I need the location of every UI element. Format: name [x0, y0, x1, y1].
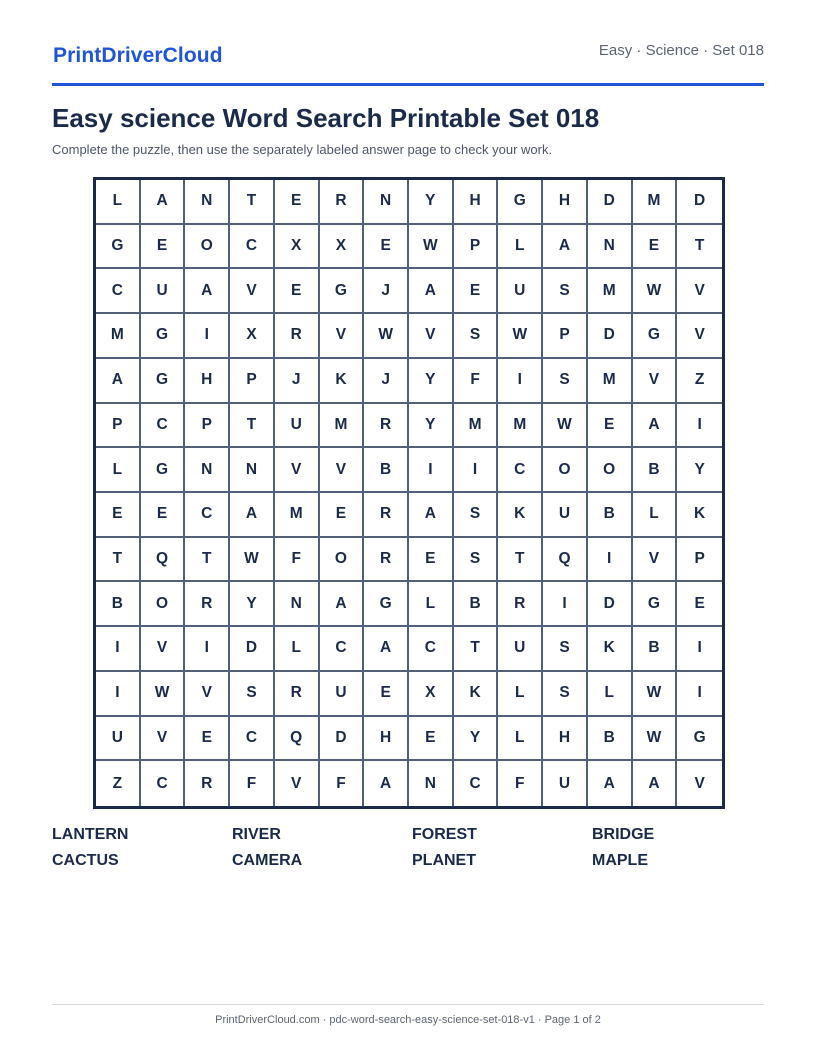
grid-cell: V: [141, 717, 186, 762]
grid-cell: B: [633, 448, 678, 493]
grid-cell: D: [588, 314, 633, 359]
grid-cell: A: [588, 761, 633, 806]
grid-cell: G: [633, 314, 678, 359]
grid-cell: B: [364, 448, 409, 493]
grid-cell: R: [364, 538, 409, 583]
grid-cell: X: [409, 672, 454, 717]
grid-cell: A: [185, 269, 230, 314]
grid-cell: M: [320, 404, 365, 449]
grid-cell: N: [275, 582, 320, 627]
grid-cell: S: [230, 672, 275, 717]
grid-cell: I: [677, 672, 722, 717]
grid-cell: P: [454, 225, 499, 270]
grid-cell: W: [498, 314, 543, 359]
grid-cell: Y: [409, 404, 454, 449]
grid-cell: O: [141, 582, 186, 627]
grid-cell: W: [230, 538, 275, 583]
grid-cell: T: [677, 225, 722, 270]
grid-cell: V: [320, 314, 365, 359]
grid-cell: T: [454, 627, 499, 672]
grid-cell: P: [543, 314, 588, 359]
grid-cell: A: [364, 627, 409, 672]
grid-cell: Y: [409, 359, 454, 404]
word-list-item: FOREST: [412, 826, 477, 843]
grid-cell: F: [230, 761, 275, 806]
grid-cell: M: [588, 359, 633, 404]
grid-cell: V: [185, 672, 230, 717]
grid-cell: H: [543, 717, 588, 762]
grid-cell: K: [677, 493, 722, 538]
grid-cell: J: [275, 359, 320, 404]
word-search-grid: [93, 177, 725, 809]
grid-cell: M: [633, 180, 678, 225]
grid-cell: Z: [677, 359, 722, 404]
grid-cell: C: [230, 717, 275, 762]
grid-cell: L: [409, 582, 454, 627]
grid-cell: Y: [677, 448, 722, 493]
grid-cell: R: [320, 180, 365, 225]
grid-cell: J: [364, 359, 409, 404]
grid-cell: S: [543, 672, 588, 717]
grid-cell: I: [498, 359, 543, 404]
grid-cell: R: [185, 582, 230, 627]
grid-cell: U: [96, 717, 141, 762]
grid-cell: L: [275, 627, 320, 672]
grid-cell: E: [96, 493, 141, 538]
grid-cell: W: [409, 225, 454, 270]
grid-cell: I: [96, 627, 141, 672]
grid-cell: E: [677, 582, 722, 627]
grid-cell: A: [141, 180, 186, 225]
grid-cell: V: [275, 448, 320, 493]
grid-cell: T: [230, 404, 275, 449]
word-list-item: BRIDGE: [592, 826, 655, 843]
grid-cell: E: [275, 180, 320, 225]
grid-cell: L: [588, 672, 633, 717]
grid-cell: R: [185, 761, 230, 806]
grid-cell: E: [364, 225, 409, 270]
grid-cell: S: [543, 627, 588, 672]
grid-cell: W: [364, 314, 409, 359]
grid-cell: L: [96, 180, 141, 225]
word-list-item: MAPLE: [592, 852, 648, 869]
grid-cell: N: [230, 448, 275, 493]
grid-cell: E: [141, 225, 186, 270]
grid-cell: U: [498, 269, 543, 314]
grid-cell: Y: [230, 582, 275, 627]
grid-cell: I: [185, 627, 230, 672]
grid-cell: E: [141, 493, 186, 538]
grid-cell: P: [96, 404, 141, 449]
grid-cell: U: [141, 269, 186, 314]
word-list-item: RIVER: [232, 826, 281, 843]
brand-logo-text: PrintDriverCloud: [53, 44, 223, 67]
grid-cell: O: [543, 448, 588, 493]
grid-cell: D: [320, 717, 365, 762]
grid-cell: G: [677, 717, 722, 762]
grid-cell: A: [320, 582, 365, 627]
grid-cell: T: [230, 180, 275, 225]
grid-cell: R: [364, 493, 409, 538]
word-list-item: LANTERN: [52, 826, 129, 843]
grid-cell: Z: [96, 761, 141, 806]
grid-cell: N: [364, 180, 409, 225]
grid-cell: E: [588, 404, 633, 449]
grid-cell: U: [543, 493, 588, 538]
grid-cell: K: [320, 359, 365, 404]
grid-cell: C: [454, 761, 499, 806]
word-list: [52, 826, 772, 870]
grid-cell: O: [588, 448, 633, 493]
grid-cell: F: [275, 538, 320, 583]
grid-cell: L: [498, 717, 543, 762]
grid-cell: D: [588, 582, 633, 627]
grid-cell: W: [543, 404, 588, 449]
grid-cell: F: [320, 761, 365, 806]
grid-cell: Q: [141, 538, 186, 583]
page-title: Easy science Word Search Printable Set 018: [52, 103, 600, 133]
grid-cell: I: [543, 582, 588, 627]
header-divider: [52, 83, 764, 86]
grid-cell: G: [141, 314, 186, 359]
grid-cell: E: [454, 269, 499, 314]
grid-cell: M: [96, 314, 141, 359]
grid-cell: G: [141, 359, 186, 404]
grid-cell: H: [543, 180, 588, 225]
grid-cell: C: [185, 493, 230, 538]
grid-cell: I: [454, 448, 499, 493]
grid-cell: V: [409, 314, 454, 359]
grid-cell: V: [320, 448, 365, 493]
grid-cell: I: [185, 314, 230, 359]
grid-cell: S: [454, 538, 499, 583]
grid-cell: X: [275, 225, 320, 270]
grid-cell: G: [320, 269, 365, 314]
grid-cell: S: [543, 269, 588, 314]
grid-cell: C: [409, 627, 454, 672]
grid-cell: T: [498, 538, 543, 583]
grid-cell: R: [275, 314, 320, 359]
grid-cell: W: [141, 672, 186, 717]
grid-cell: A: [633, 404, 678, 449]
grid-cell: I: [677, 404, 722, 449]
grid-cell: P: [677, 538, 722, 583]
grid-cell: G: [96, 225, 141, 270]
grid-cell: D: [588, 180, 633, 225]
grid-cell: G: [364, 582, 409, 627]
grid-cell: V: [633, 359, 678, 404]
grid-cell: Y: [454, 717, 499, 762]
grid-cell: R: [275, 672, 320, 717]
grid-cell: K: [588, 627, 633, 672]
grid-cell: M: [275, 493, 320, 538]
grid-cell: C: [141, 761, 186, 806]
grid-cell: D: [677, 180, 722, 225]
page-footer: PrintDriverCloud.com · pdc-word-search-easy-science-set-018-v1 · Page 1 of 2: [215, 1014, 601, 1026]
grid-cell: B: [633, 627, 678, 672]
grid-cell: C: [230, 225, 275, 270]
grid-cell: L: [96, 448, 141, 493]
grid-cell: V: [677, 269, 722, 314]
grid-cell: D: [230, 627, 275, 672]
grid-cell: N: [409, 761, 454, 806]
grid-cell: E: [320, 493, 365, 538]
grid-cell: U: [498, 627, 543, 672]
grid-cell: C: [96, 269, 141, 314]
grid-cell: C: [141, 404, 186, 449]
grid-cell: Q: [543, 538, 588, 583]
grid-cell: E: [364, 672, 409, 717]
grid-cell: T: [185, 538, 230, 583]
grid-cell: O: [320, 538, 365, 583]
grid-cell: N: [185, 448, 230, 493]
grid-cell: W: [633, 269, 678, 314]
grid-cell: U: [543, 761, 588, 806]
grid-cell: W: [633, 672, 678, 717]
grid-cell: F: [454, 359, 499, 404]
grid-cell: A: [409, 493, 454, 538]
grid-cell: F: [498, 761, 543, 806]
grid-cell: E: [633, 225, 678, 270]
grid-cell: A: [409, 269, 454, 314]
grid-cell: B: [96, 582, 141, 627]
grid-cell: L: [633, 493, 678, 538]
word-list-item: CACTUS: [52, 852, 119, 869]
grid-cell: P: [185, 404, 230, 449]
grid-cell: J: [364, 269, 409, 314]
grid-cell: T: [96, 538, 141, 583]
grid-cell: V: [230, 269, 275, 314]
grid-cell: K: [454, 672, 499, 717]
grid-cell: L: [498, 672, 543, 717]
grid-cell: B: [588, 493, 633, 538]
grid-cell: V: [275, 761, 320, 806]
grid-cell: K: [498, 493, 543, 538]
grid-cell: H: [364, 717, 409, 762]
grid-cell: U: [320, 672, 365, 717]
grid-cell: A: [633, 761, 678, 806]
grid-cell: H: [454, 180, 499, 225]
grid-cell: P: [230, 359, 275, 404]
puzzle-meta: Easy · Science · Set 018: [598, 42, 764, 59]
grid-cell: I: [96, 672, 141, 717]
word-list-item: CAMERA: [232, 852, 303, 869]
grid-cell: B: [454, 582, 499, 627]
grid-cell: I: [588, 538, 633, 583]
word-list-item: PLANET: [412, 852, 476, 869]
grid-cell: S: [543, 359, 588, 404]
grid-cell: M: [588, 269, 633, 314]
grid-cell: Y: [409, 180, 454, 225]
grid-cell: Q: [275, 717, 320, 762]
grid-cell: I: [409, 448, 454, 493]
grid-cell: V: [677, 314, 722, 359]
grid-cell: S: [454, 493, 499, 538]
grid-cell: B: [588, 717, 633, 762]
grid-cell: G: [141, 448, 186, 493]
grid-cell: C: [320, 627, 365, 672]
grid-cell: A: [543, 225, 588, 270]
grid-cell: C: [498, 448, 543, 493]
grid-cell: E: [185, 717, 230, 762]
grid-cell: A: [96, 359, 141, 404]
grid-cell: A: [364, 761, 409, 806]
grid-cell: W: [633, 717, 678, 762]
grid-cell: A: [230, 493, 275, 538]
grid-cell: V: [633, 538, 678, 583]
grid-cell: X: [320, 225, 365, 270]
grid-cell: R: [364, 404, 409, 449]
grid-cell: M: [498, 404, 543, 449]
grid-cell: V: [677, 761, 722, 806]
grid-cell: N: [588, 225, 633, 270]
grid-cell: O: [185, 225, 230, 270]
grid-cell: G: [633, 582, 678, 627]
grid-cell: X: [230, 314, 275, 359]
grid-cell: E: [275, 269, 320, 314]
grid-cell: H: [185, 359, 230, 404]
grid-cell: R: [498, 582, 543, 627]
grid-cell: E: [409, 538, 454, 583]
grid-cell: M: [454, 404, 499, 449]
grid-cell: N: [185, 180, 230, 225]
grid-cell: U: [275, 404, 320, 449]
page-subtitle: Complete the puzzle, then use the separately labeled answer page to check your work.: [52, 142, 553, 157]
footer-divider: [52, 1004, 764, 1005]
grid-cell: I: [677, 627, 722, 672]
grid-cell: S: [454, 314, 499, 359]
grid-cell: G: [498, 180, 543, 225]
grid-cell: L: [498, 225, 543, 270]
grid-cell: V: [141, 627, 186, 672]
grid-cell: E: [409, 717, 454, 762]
